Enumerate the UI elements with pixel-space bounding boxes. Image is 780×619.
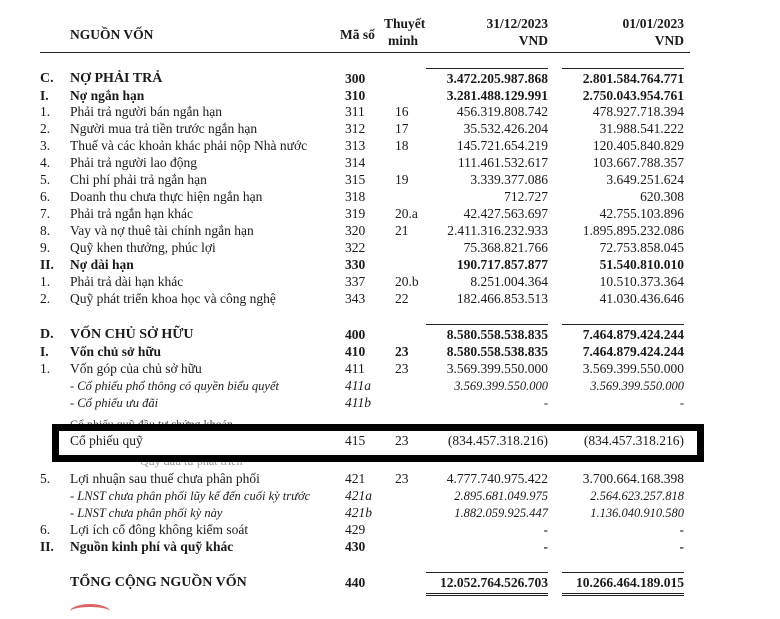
row-label: Quỹ phát triển khoa học và công nghệ bbox=[70, 291, 276, 306]
row-code: 400 bbox=[345, 327, 366, 342]
row-value-2023-01-01: - bbox=[679, 539, 684, 554]
row-code: 312 bbox=[345, 121, 366, 136]
row-value-2023-12-31: 75.368.821.766 bbox=[463, 240, 548, 255]
row-value-2023-01-01: 478.927.718.394 bbox=[592, 104, 684, 119]
table-row bbox=[0, 205, 710, 223]
row-value-2023-12-31: 111.461.532.617 bbox=[457, 155, 548, 170]
row-value-2023-01-01: 620.308 bbox=[640, 189, 684, 204]
row-code: 411b bbox=[345, 395, 371, 410]
table-row bbox=[0, 538, 710, 556]
row-label: Vốn chủ sở hữu bbox=[70, 344, 161, 359]
row-value-2023-01-01: 3.569.399.550.000 bbox=[590, 379, 684, 393]
header-v2-unit: VND bbox=[654, 33, 684, 48]
row-label: Nợ ngắn hạn bbox=[70, 88, 145, 103]
header-v1-unit: VND bbox=[518, 33, 548, 48]
row-value-2023-12-31: 3.472.205.987.868 bbox=[446, 71, 548, 86]
row-number: I. bbox=[40, 88, 49, 103]
row-label: VỐN CHỦ SỞ HỮU bbox=[70, 327, 194, 342]
row-label: - Cổ phiếu ưu đãi bbox=[70, 396, 159, 410]
row-label: Phải trả ngắn hạn khác bbox=[70, 206, 193, 221]
row-number: 4. bbox=[40, 155, 51, 170]
row-number: II. bbox=[40, 539, 54, 554]
row-note: 23 bbox=[395, 344, 409, 359]
table-row bbox=[0, 154, 710, 172]
row-value-2023-01-01: 7.464.879.424.244 bbox=[582, 327, 684, 342]
row-number: 2. bbox=[40, 291, 51, 306]
double-underline bbox=[562, 593, 684, 596]
total-underline bbox=[426, 68, 548, 69]
header-v2-date: 01/01/2023 bbox=[622, 16, 684, 31]
table-row bbox=[0, 377, 710, 395]
table-row bbox=[0, 256, 710, 274]
double-underline bbox=[426, 593, 548, 596]
table-row bbox=[0, 70, 710, 88]
table-row bbox=[0, 394, 710, 412]
row-value-2023-12-31: 8.251.004.364 bbox=[470, 274, 548, 289]
header-code: Mã số bbox=[340, 27, 375, 42]
row-number: D. bbox=[40, 327, 54, 342]
row-value-2023-01-01: 3.569.399.550.000 bbox=[582, 361, 684, 376]
row-code: 300 bbox=[345, 71, 366, 86]
row-code: 318 bbox=[345, 189, 366, 204]
row-note: 23 bbox=[395, 471, 409, 486]
table-row bbox=[0, 360, 710, 378]
row-value-2023-12-31: 3.569.399.550.000 bbox=[446, 361, 548, 376]
row-number: 7. bbox=[40, 206, 51, 221]
row-value-2023-12-31: 3.339.377.086 bbox=[470, 172, 548, 187]
row-code: 330 bbox=[345, 257, 366, 272]
row-code: 430 bbox=[345, 539, 366, 554]
row-value-2023-01-01: 2.564.623.257.818 bbox=[590, 489, 684, 503]
row-value-2023-12-31: 35.532.426.204 bbox=[463, 121, 548, 136]
redaction-box bbox=[52, 424, 704, 462]
row-value-2023-01-01: - bbox=[679, 522, 684, 537]
row-value-2023-12-31: 3.569.399.550.000 bbox=[454, 379, 548, 393]
stamp-fragment bbox=[70, 604, 110, 619]
row-label: Thuế và các khoản khác phải nộp Nhà nước bbox=[70, 138, 308, 153]
header-rule bbox=[40, 52, 690, 53]
row-code: 337 bbox=[345, 274, 366, 289]
row-number: 8. bbox=[40, 223, 51, 238]
row-value-2023-12-31: 1.882.059.925.447 bbox=[454, 506, 548, 520]
table-row bbox=[0, 574, 710, 592]
row-number: 2. bbox=[40, 121, 51, 136]
row-number: 9. bbox=[40, 240, 51, 255]
row-value-2023-12-31: - bbox=[543, 396, 548, 410]
row-value-2023-01-01: - bbox=[679, 396, 684, 410]
table-row bbox=[0, 343, 710, 361]
row-code: 411a bbox=[345, 378, 371, 393]
row-note: 22 bbox=[395, 291, 409, 306]
row-number: II. bbox=[40, 257, 54, 272]
table-row bbox=[0, 470, 710, 488]
row-code: 421 bbox=[345, 471, 366, 486]
row-value-2023-01-01: 2.801.584.764.771 bbox=[582, 71, 684, 86]
row-label: Doanh thu chưa thực hiện ngắn hạn bbox=[70, 189, 263, 204]
row-value-2023-12-31: 42.427.563.697 bbox=[463, 206, 548, 221]
table-row bbox=[0, 103, 710, 121]
row-label: - Cổ phiếu phổ thông có quyền biểu quyết bbox=[70, 379, 279, 393]
row-value-2023-01-01: 120.405.840.829 bbox=[592, 138, 684, 153]
row-value-2023-01-01: 7.464.879.424.244 bbox=[582, 344, 684, 359]
row-value-2023-12-31: 712.727 bbox=[504, 189, 548, 204]
row-value-2023-01-01: 3.649.251.624 bbox=[606, 172, 684, 187]
total-underline bbox=[562, 68, 684, 69]
header-note-line1: Thuyết bbox=[384, 16, 426, 31]
row-number: 6. bbox=[40, 522, 51, 537]
table-row bbox=[0, 290, 710, 308]
row-value-2023-12-31: 8.580.558.538.835 bbox=[446, 327, 548, 342]
row-label: Nguồn kinh phí và quỹ khác bbox=[70, 539, 234, 554]
header-name: NGUỒN VỐN bbox=[70, 27, 154, 42]
row-value-2023-01-01: 1.895.895.232.086 bbox=[582, 223, 684, 238]
table-row bbox=[0, 137, 710, 155]
row-code: 429 bbox=[345, 522, 366, 537]
row-label: Quỹ đầu tư phát triển bbox=[140, 454, 243, 468]
row-value-2023-12-31: 2.895.681.049.975 bbox=[454, 489, 548, 503]
row-value-2023-12-31: 4.777.740.975.422 bbox=[446, 471, 548, 486]
row-value-2023-01-01: 31.988.541.222 bbox=[599, 121, 684, 136]
table-row bbox=[0, 326, 710, 344]
row-value-2023-12-31: 182.466.853.513 bbox=[456, 291, 548, 306]
row-note: 18 bbox=[395, 138, 409, 153]
row-label: Vay và nợ thuê tài chính ngắn hạn bbox=[70, 223, 254, 238]
table-row bbox=[0, 222, 710, 240]
total-underline bbox=[562, 572, 684, 573]
row-code: 343 bbox=[345, 291, 366, 306]
row-number: 5. bbox=[40, 471, 51, 486]
table-row bbox=[0, 239, 710, 257]
row-number: I. bbox=[40, 344, 49, 359]
row-note: 16 bbox=[395, 104, 409, 119]
row-label: Phải trả dài hạn khác bbox=[70, 274, 184, 289]
row-value-2023-01-01: 51.540.810.010 bbox=[599, 257, 684, 272]
row-note: 23 bbox=[395, 433, 409, 448]
table-row bbox=[0, 487, 710, 505]
row-code: 410 bbox=[345, 344, 366, 359]
row-number: 1. bbox=[40, 274, 51, 289]
table-row bbox=[0, 504, 710, 522]
row-note: 23 bbox=[395, 361, 409, 376]
row-value-2023-01-01: (834.457.318.216) bbox=[583, 433, 684, 448]
table-row bbox=[0, 120, 710, 138]
table-row bbox=[0, 171, 710, 189]
row-code: 440 bbox=[345, 575, 366, 590]
row-label: Vốn góp của chủ sở hữu bbox=[70, 361, 202, 376]
row-value-2023-01-01: 103.667.788.357 bbox=[592, 155, 684, 170]
row-value-2023-12-31: 2.411.316.232.933 bbox=[447, 223, 548, 238]
row-value-2023-01-01: 1.136.040.910.580 bbox=[590, 506, 684, 520]
row-code: 421a bbox=[345, 488, 372, 503]
row-code: 313 bbox=[345, 138, 366, 153]
row-value-2023-01-01: 3.700.664.168.398 bbox=[582, 471, 684, 486]
row-note: 20.a bbox=[395, 206, 418, 221]
row-code: 314 bbox=[345, 155, 366, 170]
row-number: 1. bbox=[40, 104, 51, 119]
row-number: 6. bbox=[40, 189, 51, 204]
row-value-2023-01-01: 10.266.464.189.015 bbox=[576, 575, 684, 590]
row-number: C. bbox=[40, 71, 54, 86]
row-code: 320 bbox=[345, 223, 366, 238]
row-number: 5. bbox=[40, 172, 51, 187]
row-label: Quỹ khen thưởng, phúc lợi bbox=[70, 240, 216, 255]
row-label: - LNST chưa phân phối kỳ này bbox=[70, 506, 223, 520]
row-note: 19 bbox=[395, 172, 409, 187]
row-value-2023-01-01: 41.030.436.646 bbox=[599, 291, 684, 306]
table-row bbox=[0, 273, 710, 291]
row-value-2023-01-01: 10.510.373.364 bbox=[599, 274, 684, 289]
row-value-2023-12-31: 8.580.558.538.835 bbox=[446, 344, 548, 359]
row-note: 17 bbox=[395, 121, 409, 136]
row-code: 319 bbox=[345, 206, 366, 221]
row-number: 3. bbox=[40, 138, 51, 153]
row-label: Cổ phiếu quỹ bbox=[70, 433, 143, 448]
row-value-2023-01-01: 42.755.103.896 bbox=[599, 206, 684, 221]
row-label: - LNST chưa phân phối lũy kế đến cuối kỳ trước bbox=[70, 489, 311, 503]
row-label: Phải trả người bán ngắn hạn bbox=[70, 104, 223, 119]
total-underline bbox=[426, 572, 548, 573]
row-value-2023-01-01: 72.753.858.045 bbox=[599, 240, 684, 255]
row-value-2023-12-31: 12.052.764.526.703 bbox=[440, 575, 548, 590]
row-label: Lợi ích cổ đông không kiểm soát bbox=[70, 522, 249, 537]
row-code: 421b bbox=[345, 505, 372, 520]
row-code: 411 bbox=[345, 361, 365, 376]
row-value-2023-12-31: 456.319.808.742 bbox=[456, 104, 548, 119]
row-note: 21 bbox=[395, 223, 409, 238]
row-value-2023-12-31: 190.717.857.877 bbox=[456, 257, 548, 272]
row-label: Phải trả người lao động bbox=[70, 155, 197, 170]
total-underline bbox=[426, 324, 548, 325]
row-label: Chi phí phải trả ngắn hạn bbox=[70, 172, 207, 187]
row-value-2023-01-01: 2.750.043.954.761 bbox=[582, 88, 684, 103]
ghost-text-top: Cổ phiếu quỹ đầu tư chứng khoán bbox=[70, 417, 233, 431]
header-v1-date: 31/12/2023 bbox=[486, 16, 548, 31]
row-label: Nợ dài hạn bbox=[70, 257, 134, 272]
row-code: 315 bbox=[345, 172, 366, 187]
row-value-2023-12-31: - bbox=[543, 522, 548, 537]
header-note-line2: minh bbox=[388, 33, 419, 48]
row-label: TỔNG CỘNG NGUỒN VỐN bbox=[70, 575, 247, 590]
row-value-2023-12-31: 145.721.654.219 bbox=[456, 138, 548, 153]
row-code: 322 bbox=[345, 240, 366, 255]
row-note: 20.b bbox=[395, 274, 419, 289]
total-underline bbox=[562, 324, 684, 325]
row-label: Lợi nhuận sau thuế chưa phân phối bbox=[70, 471, 260, 486]
row-value-2023-12-31: - bbox=[543, 539, 548, 554]
table-row bbox=[0, 188, 710, 206]
row-value-2023-12-31: 3.281.488.129.991 bbox=[446, 88, 548, 103]
row-label: Người mua trả tiền trước ngắn hạn bbox=[70, 121, 258, 136]
table-row bbox=[0, 521, 710, 539]
row-code: 415 bbox=[345, 433, 366, 448]
row-label: NỢ PHẢI TRẢ bbox=[70, 71, 163, 86]
row-code: 311 bbox=[345, 104, 365, 119]
row-number: 1. bbox=[40, 361, 51, 376]
row-value-2023-12-31: (834.457.318.216) bbox=[447, 433, 548, 448]
row-code: 310 bbox=[345, 88, 366, 103]
